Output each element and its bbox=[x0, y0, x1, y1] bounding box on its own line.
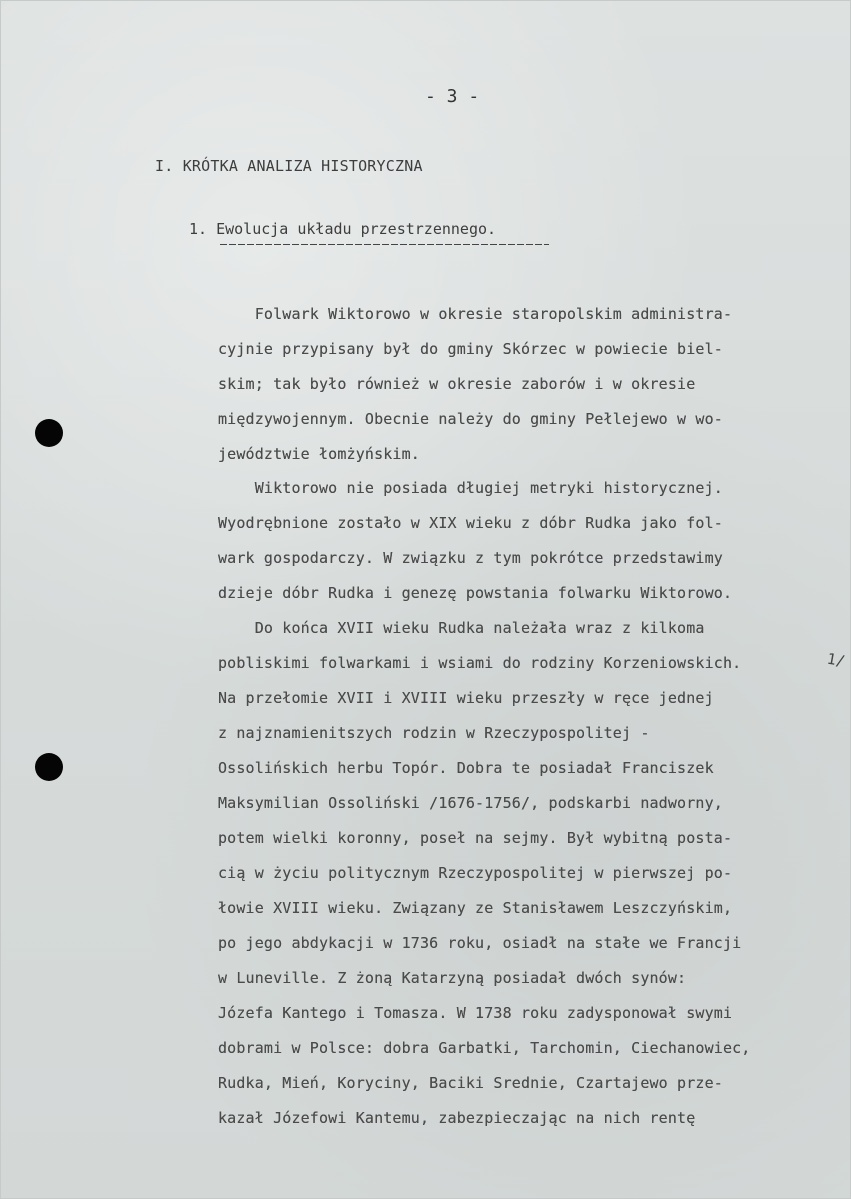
text-line: dzieje dóbr Rudka i genezę powstania folwarku Wiktorowo. bbox=[218, 584, 733, 602]
text-line: po jego abdykacji w 1736 roku, osiadł na stałe we Francji bbox=[218, 934, 742, 952]
text-line: pobliskimi folwarkami i wsiami do rodziny Korzeniowskich. bbox=[218, 654, 742, 672]
text-line: Wyodrębnione zostało w XIX wieku z dóbr Rudka jako fol- bbox=[218, 514, 723, 532]
text-line: międzywojennym. Obecnie należy do gminy Pełlejewo w wo- bbox=[218, 410, 723, 428]
text-line: cyjnie przypisany był do gminy Skórzec w powiecie biel- bbox=[218, 340, 723, 358]
text-line: Maksymilian Ossoliński /1676-1756/, podskarbi nadworny, bbox=[218, 794, 723, 812]
text-line: Wiktorowo nie posiada długiej metryki historycznej. bbox=[218, 479, 723, 497]
paragraph bbox=[218, 619, 838, 1147]
text-line: z najznamienitszych rodzin w Rzeczypospolitej - bbox=[218, 724, 650, 742]
punch-hole-bottom bbox=[35, 753, 63, 781]
text-line: jewództwie łomżyńskim. bbox=[218, 445, 420, 463]
text-line: Ossolińskich herbu Topór. Dobra te posiadał Franciszek bbox=[218, 759, 714, 777]
text-line: Na przełomie XVII i XVIII wieku przeszły w ręce jednej bbox=[218, 689, 714, 707]
punch-hole-top bbox=[35, 419, 63, 447]
text-line: Rudka, Mień, Koryciny, Baciki Srednie, Czartajewo prze- bbox=[218, 1074, 723, 1092]
page-number: - 3 - bbox=[425, 86, 480, 107]
subheading-underline bbox=[220, 244, 549, 245]
text-line: kazał Józefowi Kantemu, zabezpieczając na nich rentę bbox=[218, 1109, 696, 1127]
text-line: dobrami w Polsce: dobra Garbatki, Tarchomin, Ciechanowiec, bbox=[218, 1039, 751, 1057]
text-line: wark gospodarczy. W związku z tym pokrótce przedstawimy bbox=[218, 549, 723, 567]
paragraph bbox=[218, 479, 838, 619]
text-line: Józefa Kantego i Tomasza. W 1738 roku zadysponował swymi bbox=[218, 1004, 733, 1022]
text-line: Folwark Wiktorowo w okresie staropolskim administra- bbox=[218, 305, 733, 323]
text-line: Do końca XVII wieku Rudka należała wraz z kilkoma bbox=[218, 619, 705, 637]
text-line: w Luneville. Z żoną Katarzyną posiadał dwóch synów: bbox=[218, 969, 687, 987]
section-heading: I. KRÓTKA ANALIZA HISTORYCZNA bbox=[155, 157, 423, 175]
subsection-heading: 1. Ewolucja układu przestrzennego. bbox=[189, 220, 497, 238]
paragraph bbox=[218, 305, 838, 479]
body-text bbox=[218, 305, 838, 1147]
text-line: cią w życiu politycznym Rzeczypospolitej w pierwszej po- bbox=[218, 864, 733, 882]
footnote-marker: 1/ bbox=[825, 649, 847, 671]
text-line: łowie XVIII wieku. Związany ze Stanisławem Leszczyńskim, bbox=[218, 899, 733, 917]
text-line: skim; tak było również w okresie zaborów i w okresie bbox=[218, 375, 696, 393]
text-line: potem wielki koronny, poseł na sejmy. Był wybitną posta- bbox=[218, 829, 733, 847]
